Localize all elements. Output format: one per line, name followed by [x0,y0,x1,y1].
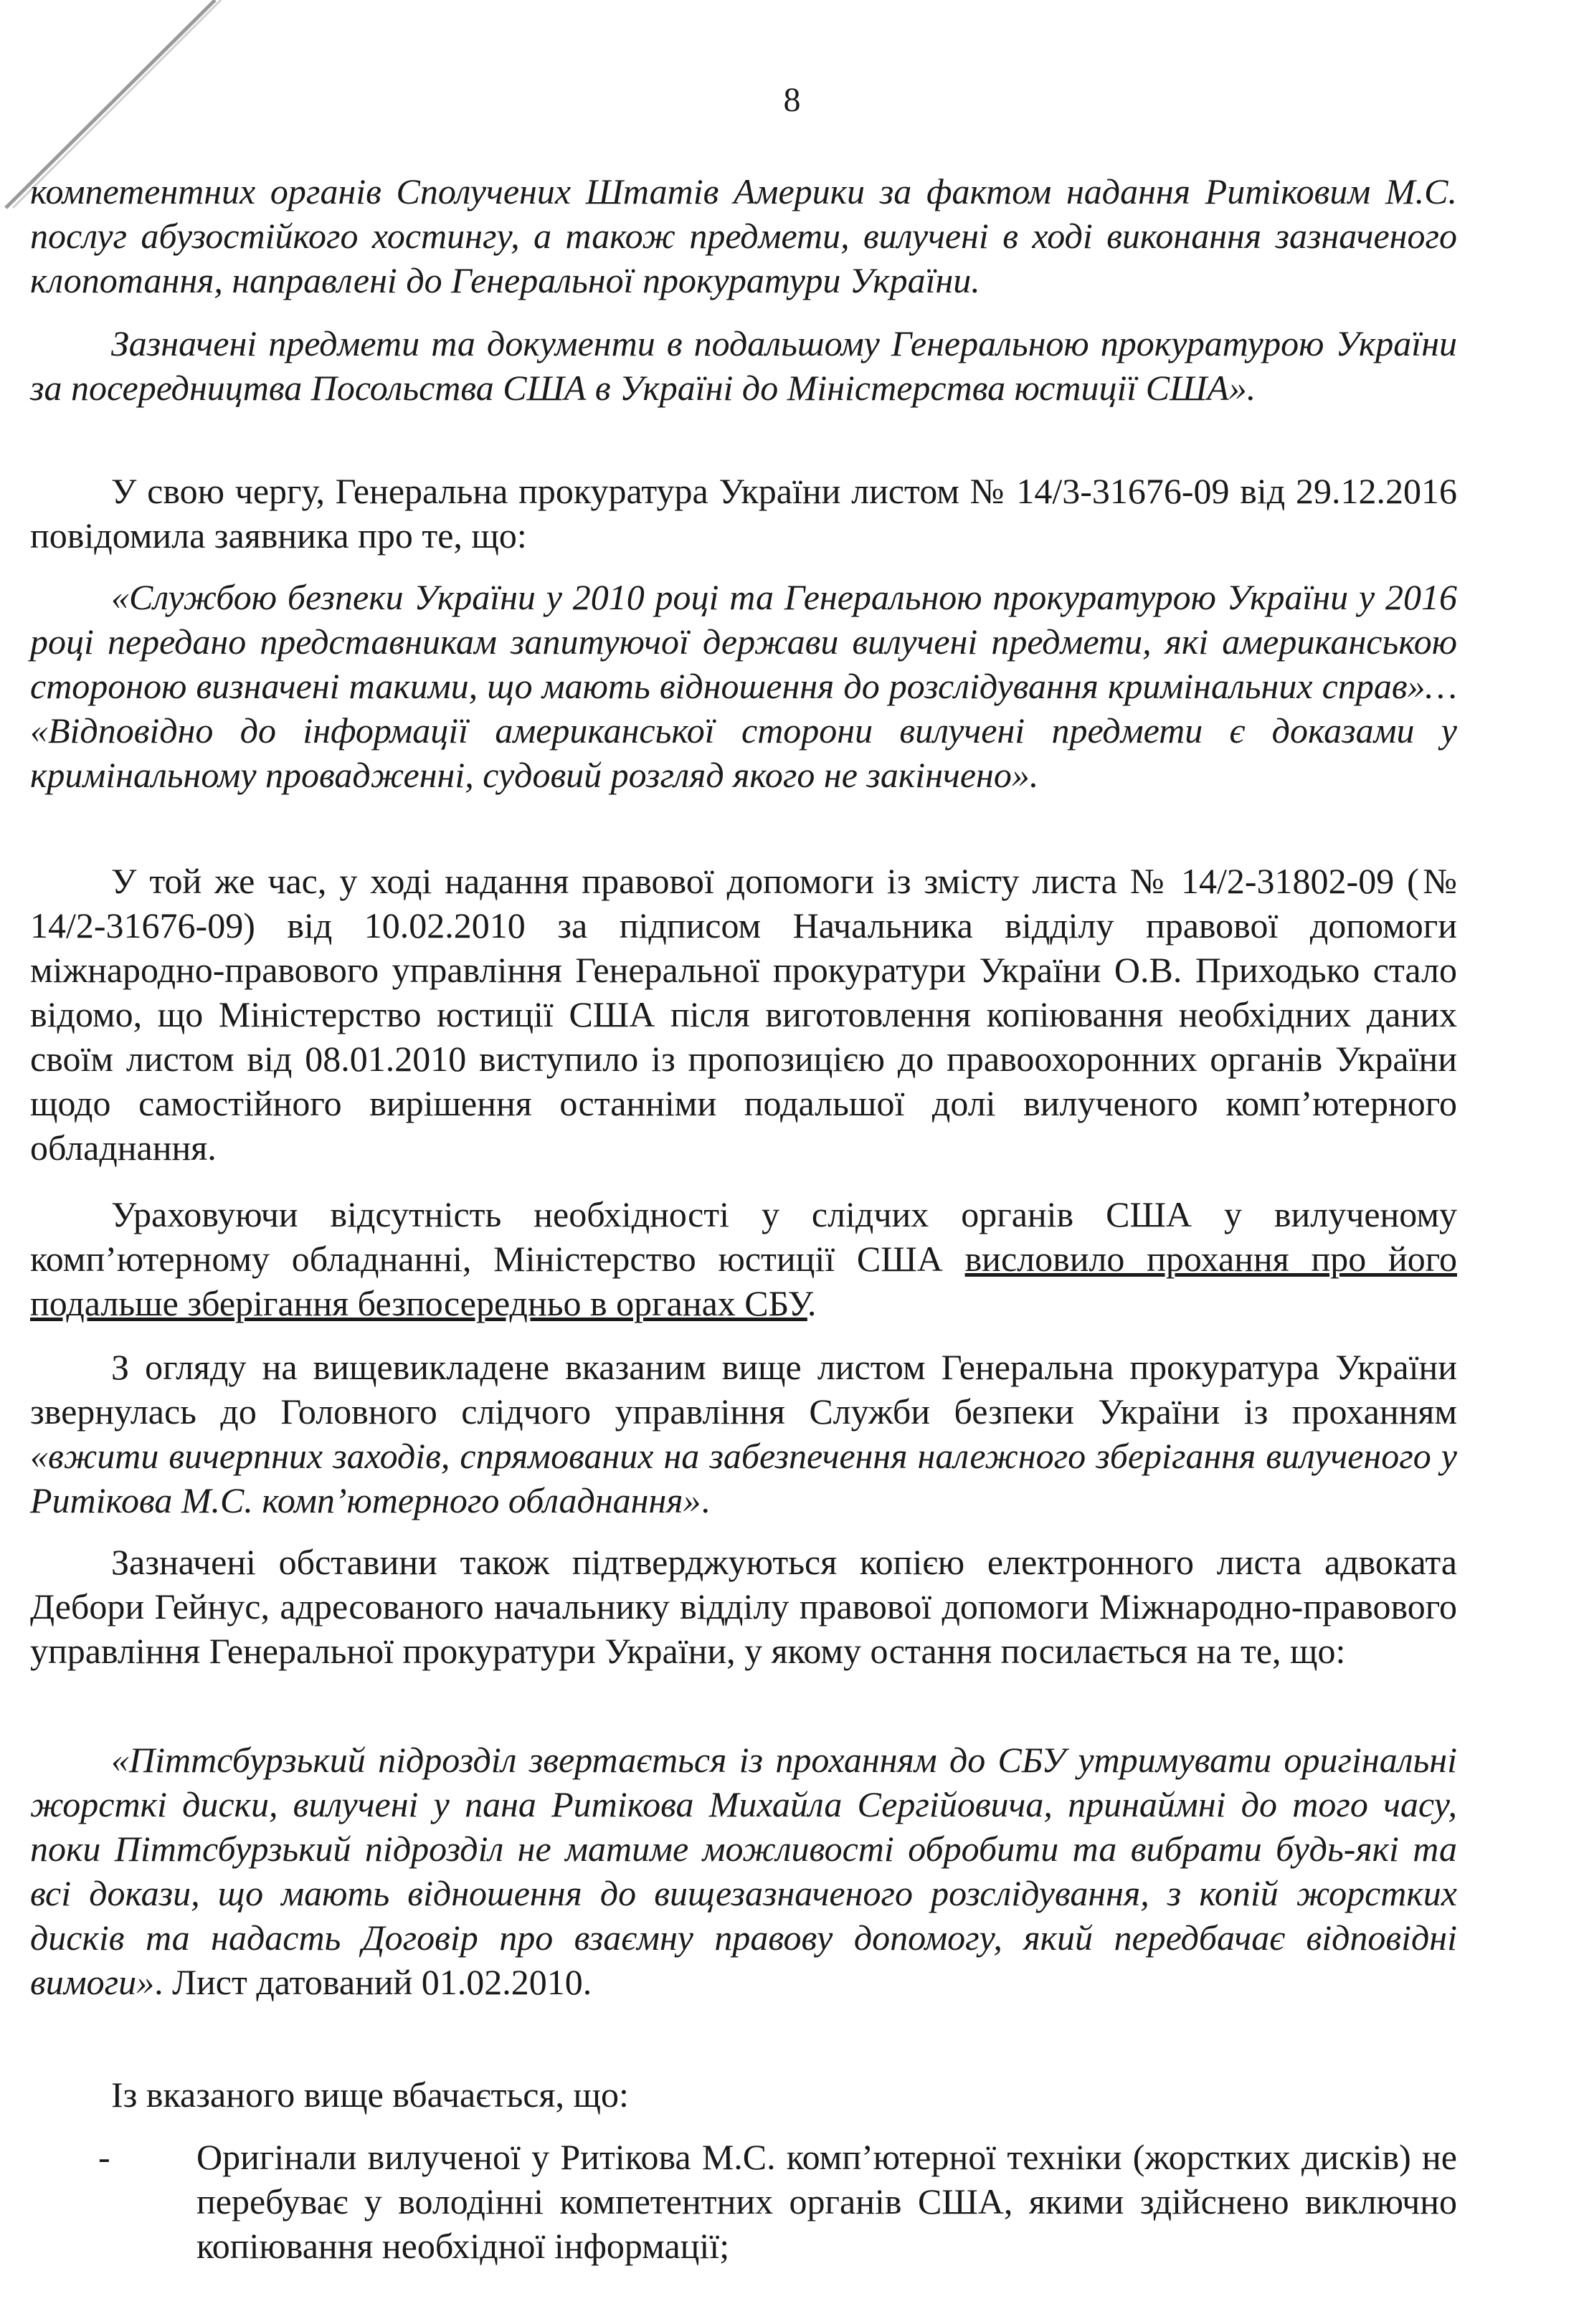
paragraph-legal-assistance: У той же час, у ході надання правової допомоги із змісту листа № 14/2-31802-09 (№ 14/2-31676-09) від 10.02.2010 за підписом Начальника відділу правової допомоги міжнародно-правового управління Генеральної прокуратури України О.В. Приходько стало відомо, що Міністерство юстиції США після виготовлення копіювання необхідних даних своїм листом від 08.01.2010 виступило із пропозицією до правоохоронних органів України щодо самостійного вирішення останніми подальшої долі вилученого комп’ютерного обладнання. [30,861,1457,1168]
paragraph-conclusion-intro: Із вказаного вище вбачається, що: [111,2075,629,2115]
text: . Лист датований 01.02.2010. [154,1962,592,2002]
list-item [30,2135,1457,2268]
quote-text: «вжити вичерпних заходів, спрямованих на забезпечення належного зберігання вилученого у Ритікова М.С. комп’ютерного обладнання» [30,1436,1457,1520]
paragraph-email-copy: Зазначені обставини також підтверджуються копією електронного листа адвоката Дебори Гейнус, адресованого начальнику відділу правової допомоги Міжнародно-правового управління Генеральної прокуратури України, у якому остання посилається на те, що: [30,1542,1457,1671]
paragraph-pittsburgh-quote [30,1738,1457,2004]
page-number: 8 [783,81,801,119]
text: З огляду на вищевикладене вказаним вище листом Генеральна прокуратура України звернулась до Головного слідчого управління Служби безпеки України із проханням [30,1347,1457,1432]
paragraph-gpu-quote: «Службою безпеки України у 2010 році та Генеральною прокуратурою України у 2016 році передано представникам запитуючої держави вилучені предмети, які американською стороною визначені такими, що мають відношення до розслідування кримінальних справ»… «Відповідно до інформації американської сторони вилучені предмети є доказами у кримінальному провадженні, судовий розгляд якого не закінчено». [30,577,1457,795]
paragraph-gpu-letter: У свою чергу, Генеральна прокуратура України листом № 14/3-31676-09 від 29.12.2016 повідомила заявника про те, що: [30,471,1457,556]
text: Ураховуючи відсутність необхідності у слідчих органів США у вилученому комп’ютерному обладнанні, Міністерство юстиції США [30,1194,1457,1279]
list-marker: - [98,2137,110,2177]
paragraph-quote-continuation: компетентних органів Сполучених Штатів Америки за фактом надання Ритіковим М.С. послуг абузостійкого хостингу, а також предмети, вилучені в ході виконання зазначеного клопотання, направлені до Генеральної прокуратури України. [30,171,1457,300]
list-item-text: Оригінали вилученої у Ритікова М.С. комп’ютерної техніки (жорстких дисків) не перебуває у володінні компетентних органів США, якими здійснено виключно копіювання необхідної інформації; [196,2137,1457,2266]
underlined-text: висловило прохання про його подальше зберігання безпосередньо в органах СБУ [30,1239,1457,1323]
paragraph-quote-end: Зазначені предмети та документи в подальшому Генеральною прокуратурою України за посередництва Посольства США в Україні до Міністерства юстиції США». [30,323,1457,408]
text: . [701,1480,710,1520]
paragraph-doj-request [30,1192,1457,1325]
quote-text: «Піттсбурзький підрозділ звертається із проханням до СБУ утримувати оригінальні жорсткі диски, вилучені у пана Ритікова Михайла Сергійовича, принаймні до того часу, поки Піттсбурзький підрозділ не матиме можливості обробити та вибрати будь-які та всі докази, що мають відношення до вищезазначеного розслідування, з копій жорстких дисків та надасть Договір про взаємну правову допомогу, який передбачає відповідні вимоги» [30,1740,1457,2002]
text: . [807,1283,817,1323]
paragraph-gpu-appeal [30,1345,1457,1523]
